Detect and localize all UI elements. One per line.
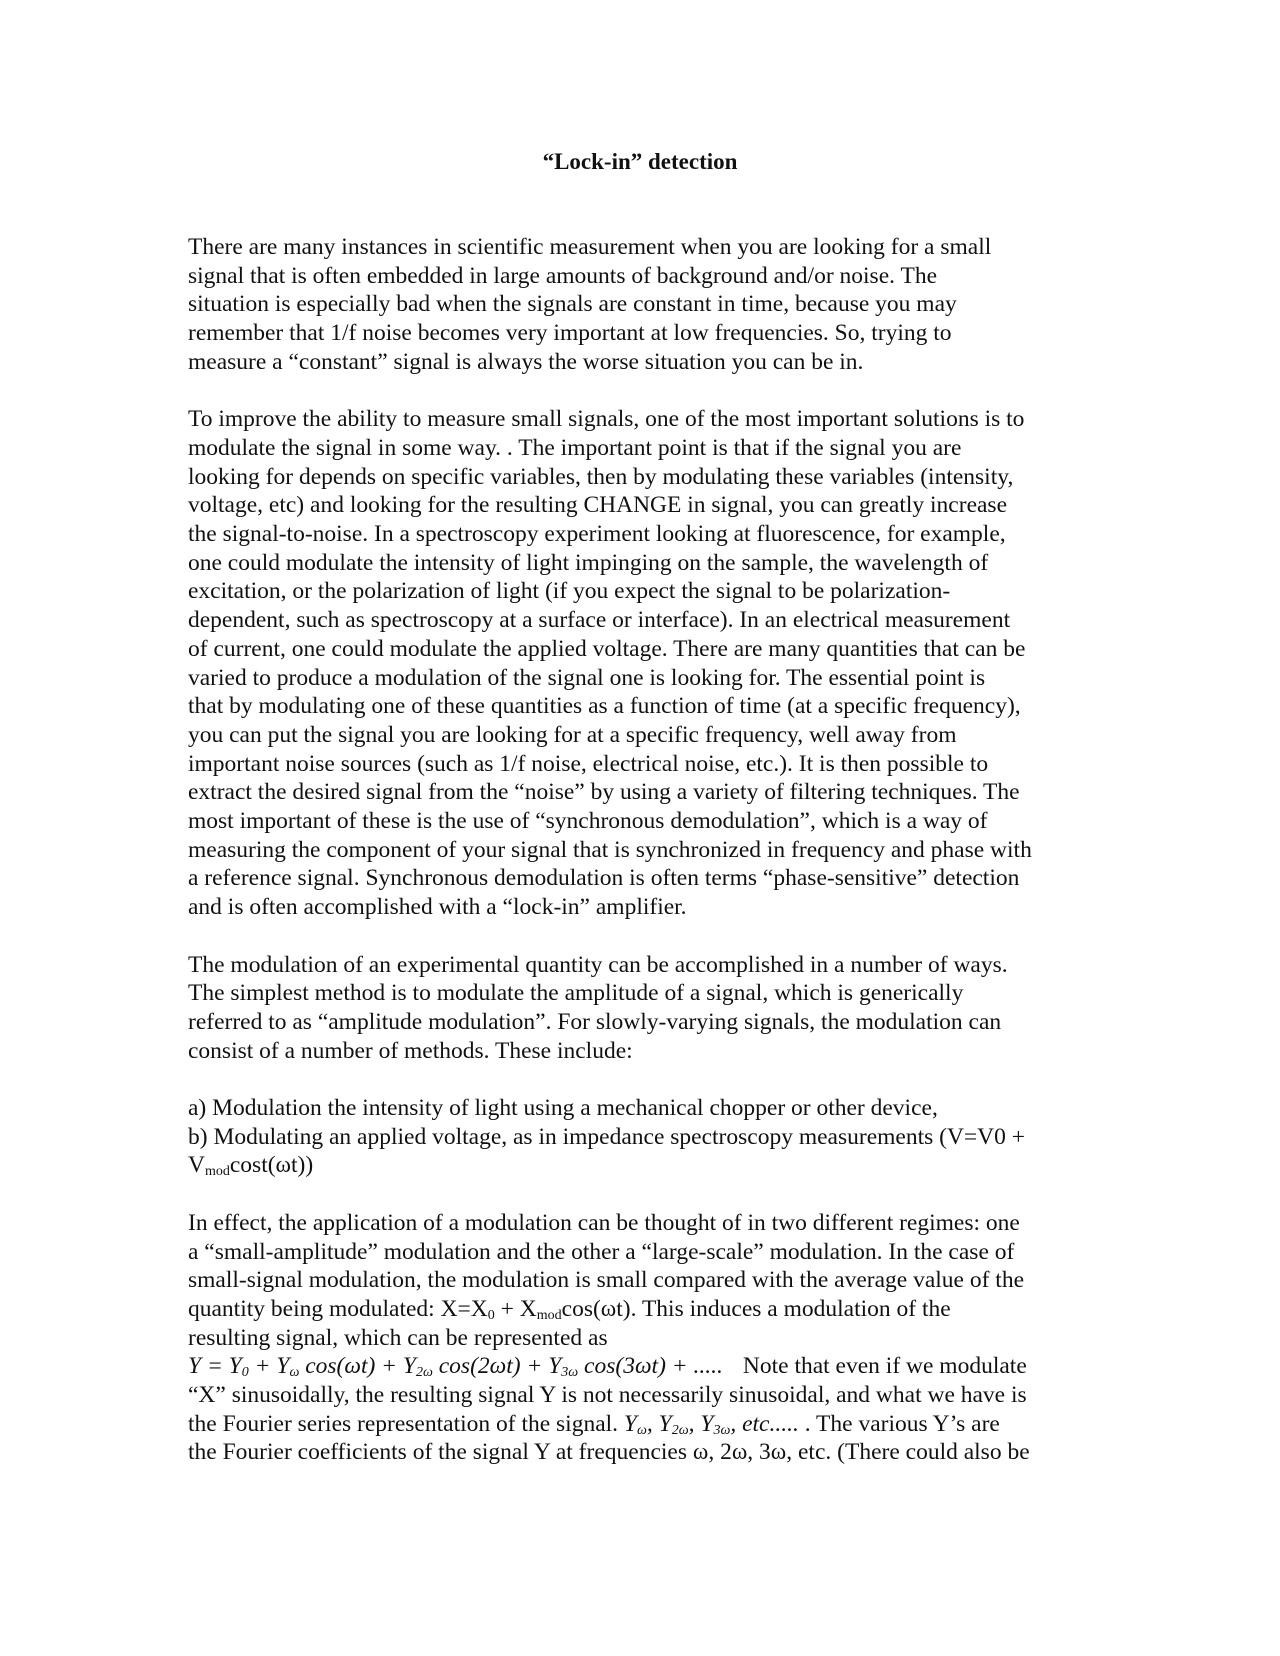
paragraph-regimes [188,1209,1093,1467]
text-run: cost(ωt)) [229,1152,314,1179]
text-run: . The various Y’s are [798,1410,1000,1437]
text-line: a reference signal. Synchronous demodulation is often terms “phase-sensitive” detection [188,865,1020,892]
methods-list [188,1094,1093,1180]
text-line: The modulation of an experimental quantity can be accomplished in a number of ways. [188,951,1008,978]
text-line: a “small-amplitude” modulation and the other a “large-scale” modulation. In the case of [188,1238,1015,1265]
text-run: quantity being modulated: X=X [188,1295,488,1322]
math-run: , Y [688,1410,714,1437]
subscript: mod [204,1164,230,1180]
subscript: 2ω [671,1422,689,1438]
subscript: 0 [241,1365,249,1381]
text-line: To improve the ability to measure small signals, one of the most important solutions is to [188,406,1025,433]
math-run: cos(2ωt) + Y [432,1353,562,1380]
paragraph-improve [188,405,1093,922]
text-line: In effect, the application of a modulation can be thought of in two different regimes: one [188,1209,1020,1236]
text-line: one could modulate the intensity of light impinging on the sample, the wavelength of [188,549,989,576]
text-line: remember that 1/f noise becomes very important at low frequencies. So, trying to [188,320,952,347]
paragraph-intro [188,233,1093,377]
text-line: that by modulating one of these quantities as a function of time (at a specific frequency), [188,693,1021,720]
text-line: extract the desired signal from the “noise” by using a variety of filtering techniques. The [188,779,1020,806]
subscript: 0 [487,1307,495,1323]
math-run: , etc..... [730,1410,799,1437]
text-run: Note that even if we modulate [742,1353,1027,1380]
text-line: voltage, etc) and looking for the resulting CHANGE in signal, you can greatly increase [188,492,1008,519]
list-item-a: a) Modulation the intensity of light using a mechanical chopper or other device, [188,1095,938,1122]
text-line: small-signal modulation, the modulation is small compared with the average value of the [188,1267,1024,1294]
text-line: situation is especially bad when the signals are constant in time, because you may [188,291,957,318]
subscript: 3ω [561,1365,579,1381]
text-line [188,1295,1093,1324]
text-run: the Fourier series representation of the signal. [188,1410,624,1437]
math-run: Y [623,1410,637,1437]
subscript: ω [289,1365,300,1381]
math-run: cos(3ωt) + ..... [578,1353,723,1380]
text-line: “X” sinusoidally, the resulting signal Y is not necessarily sinusoidal, and what we have is [188,1382,1027,1409]
text-line: signal that is often embedded in large amounts of background and/or noise. The [188,262,937,289]
math-run: + Y [248,1353,290,1380]
math-run: cos(ωt) + Y [299,1353,416,1380]
coefficients-expression [624,1411,799,1437]
subscript: mod [536,1307,562,1323]
list-item-b: b) Modulating an applied voltage, as in impedance spectroscopy measurements (V=V0 + [188,1123,1026,1150]
paragraph-modulation [188,951,1093,1066]
text-line: and is often accomplished with a “lock-in” amplifier. [188,894,687,921]
text-line: the signal-to-noise. In a spectroscopy experiment looking at fluorescence, for example, [188,521,1006,548]
text-line: consist of a number of methods. These include: [188,1037,633,1064]
text-line: The simplest method is to modulate the amplitude of a signal, which is generically [188,980,964,1007]
page-title: “Lock-in” detection [542,149,738,174]
subscript: ω [637,1422,647,1438]
text-run: cos(ωt). This induces a modulation of the [561,1295,951,1322]
text-run: V [188,1152,205,1179]
text-line: modulate the signal in some way. . The important point is that if the signal you are [188,434,962,461]
text-line: of current, one could modulate the applied voltage. There are many quantities that can be [188,635,1026,662]
fourier-equation [188,1353,723,1379]
text-line: There are many instances in scientific measurement when you are looking for a small [188,234,992,260]
math-run: Y = Y [188,1353,242,1380]
text-line: measuring the component of your signal that is synchronized in frequency and phase with [188,836,1032,863]
math-run: , Y [646,1410,672,1437]
text-line: looking for depends on specific variables, then by modulating these variables (intensity, [188,463,1014,490]
text-line: varied to produce a modulation of the signal one is looking for. The essential point is [188,664,986,691]
list-item-b-continuation [188,1151,1093,1180]
text-line: you can put the signal you are looking for at a specific frequency, well away from [188,721,957,748]
text-line: the Fourier coefficients of the signal Y at frequencies ω, 2ω, 3ω, etc. (There could also be [188,1439,1030,1466]
document-body [188,233,1093,1467]
text-line [188,1410,1093,1439]
text-line: resulting signal, which can be represented as [188,1324,608,1351]
text-line: important noise sources (such as 1/f noise, electrical noise, etc.). It is then possible to [188,750,989,777]
subscript: 2ω [415,1365,433,1381]
text-line: dependent, such as spectroscopy at a surface or interface). In an electrical measurement [188,607,1011,634]
text-line: referred to as “amplitude modulation”. For slowly-varying signals, the modulation can [188,1008,1002,1035]
equation-line [188,1352,1093,1381]
text-line: measure a “constant” signal is always the worse situation you can be in. [188,348,864,375]
subscript: 3ω [713,1422,731,1438]
text-run: + X [494,1295,537,1322]
text-line: most important of these is the use of “synchronous demodulation”, which is a way of [188,808,988,835]
text-line: excitation, or the polarization of light (if you expect the signal to be polarization- [188,578,951,605]
